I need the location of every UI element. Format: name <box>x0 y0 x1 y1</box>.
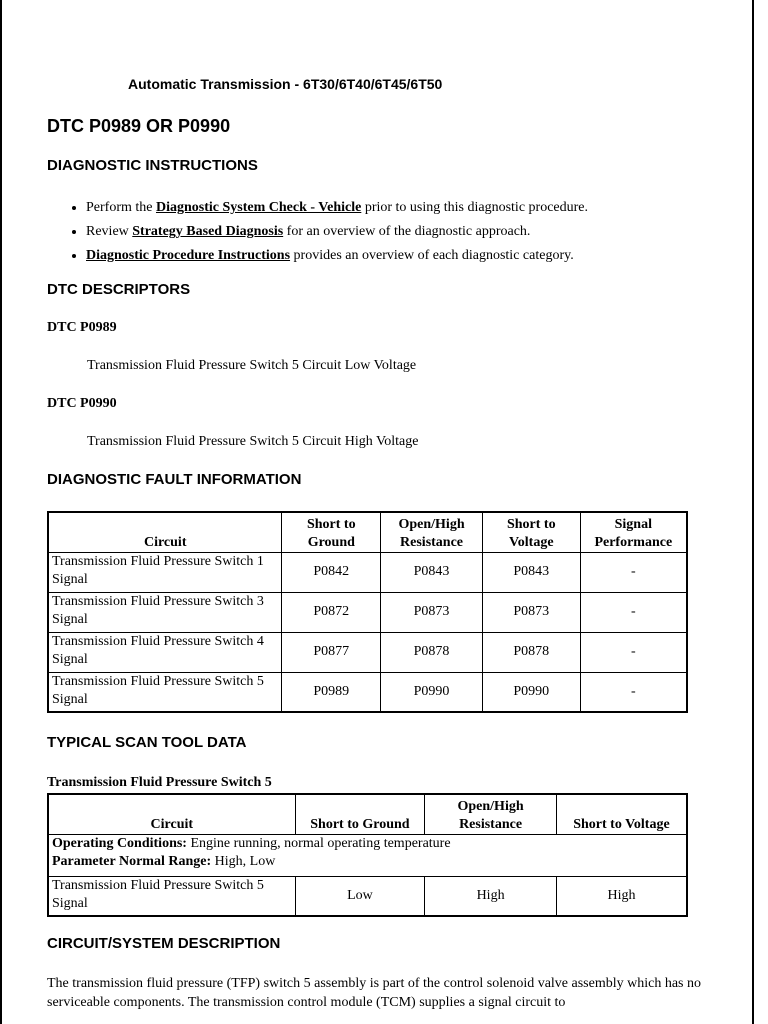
page-title: DTC P0989 OR P0990 <box>47 116 231 136</box>
instruction-text: for an overview of the diagnostic approach. <box>283 224 531 239</box>
table-cell: - <box>580 632 687 672</box>
table-cell: P0989 <box>282 672 381 712</box>
operating-conditions-value: Engine running, normal operating temperature <box>186 835 451 851</box>
column-header: Short to Ground <box>295 794 425 834</box>
table-row <box>48 632 687 672</box>
table-cell: P0873 <box>482 592 580 632</box>
instruction-text: prior to using this diagnostic procedure. <box>361 200 588 215</box>
table-cell: - <box>580 672 687 712</box>
page-border-right <box>752 0 754 1024</box>
table-cell: P0843 <box>482 552 580 592</box>
table-cell: Transmission Fluid Pressure Switch 5 Signal <box>48 876 295 916</box>
table-row <box>48 552 687 592</box>
table-row <box>48 672 687 712</box>
table-cell: P0990 <box>381 672 483 712</box>
list-item <box>86 220 726 244</box>
table-cell: High <box>425 876 557 916</box>
table-cell: P0877 <box>282 632 381 672</box>
table-cell: P0990 <box>482 672 580 712</box>
page-border-left <box>0 0 2 1024</box>
normal-range-value: High, Low <box>211 853 276 869</box>
table-row <box>48 592 687 632</box>
table-cell: Transmission Fluid Pressure Switch 3 Signal <box>48 592 282 632</box>
table-cell: P0842 <box>282 552 381 592</box>
table-cell: P0878 <box>482 632 580 672</box>
column-header: Signal Performance <box>580 512 687 552</box>
instruction-text: Review <box>86 224 133 239</box>
dtc-description-p0990: Transmission Fluid Pressure Switch 5 Circuit High Voltage <box>87 434 419 449</box>
list-item <box>86 196 726 220</box>
table-cell: Low <box>295 876 425 916</box>
table-cell: P0873 <box>381 592 483 632</box>
section-heading-circuit-description: CIRCUIT/SYSTEM DESCRIPTION <box>47 935 281 952</box>
scan-table-caption: Transmission Fluid Pressure Switch 5 <box>47 775 272 790</box>
scan-tool-data-table <box>47 793 688 917</box>
table-cell: High <box>556 876 687 916</box>
column-header: Short to Voltage <box>556 794 687 834</box>
table-cell: Transmission Fluid Pressure Switch 4 Signal <box>48 632 282 672</box>
column-header: Circuit <box>48 512 282 552</box>
section-heading-fault-information: DIAGNOSTIC FAULT INFORMATION <box>47 471 302 488</box>
column-header: Open/High Resistance <box>381 512 483 552</box>
table-row <box>48 876 687 916</box>
link-diagnostic-procedure-instructions[interactable]: Diagnostic Procedure Instructions <box>86 248 291 263</box>
table-cell: Transmission Fluid Pressure Switch 1 Signal <box>48 552 282 592</box>
instruction-text: Perform the <box>86 200 156 215</box>
table-cell: Transmission Fluid Pressure Switch 5 Signal <box>48 672 282 712</box>
fault-information-table <box>47 511 688 713</box>
column-header: Open/High Resistance <box>425 794 557 834</box>
table-header-row <box>48 512 687 552</box>
link-strategy-based-diagnosis[interactable]: Strategy Based Diagnosis <box>132 224 284 239</box>
column-header: Circuit <box>48 794 295 834</box>
list-item <box>86 244 726 268</box>
circuit-description-paragraph: The transmission fluid pressure (TFP) switch 5 assembly is part of the control solenoid valve assembly which has no serviceable components. The transmission control module (TCM) supplies a signal circuit to <box>47 976 702 1010</box>
document-header: Automatic Transmission - 6T30/6T40/6T45/6T50 <box>128 76 443 92</box>
section-heading-diagnostic-instructions: DIAGNOSTIC INSTRUCTIONS <box>47 157 258 174</box>
table-cell-conditions <box>48 834 687 876</box>
section-heading-scan-tool-data: TYPICAL SCAN TOOL DATA <box>47 734 247 751</box>
table-cell: - <box>580 592 687 632</box>
table-cell: P0878 <box>381 632 483 672</box>
table-cell: P0872 <box>282 592 381 632</box>
dtc-description-p0989: Transmission Fluid Pressure Switch 5 Circuit Low Voltage <box>87 358 417 373</box>
column-header: Short to Voltage <box>482 512 580 552</box>
link-diagnostic-system-check[interactable]: Diagnostic System Check - Vehicle <box>155 200 362 215</box>
normal-range-label: Parameter Normal Range: <box>52 853 212 869</box>
table-row-conditions <box>48 834 687 876</box>
table-cell: P0843 <box>381 552 483 592</box>
instructions-list <box>47 196 726 268</box>
column-header: Short to Ground <box>282 512 381 552</box>
dtc-code-p0989: DTC P0989 <box>47 320 117 335</box>
operating-conditions-label: Operating Conditions: <box>52 835 187 851</box>
instruction-text: provides an overview of each diagnostic category. <box>290 248 574 263</box>
section-heading-dtc-descriptors: DTC DESCRIPTORS <box>47 281 191 298</box>
table-cell: - <box>580 552 687 592</box>
dtc-code-p0990: DTC P0990 <box>47 396 117 411</box>
table-header-row <box>48 794 687 834</box>
